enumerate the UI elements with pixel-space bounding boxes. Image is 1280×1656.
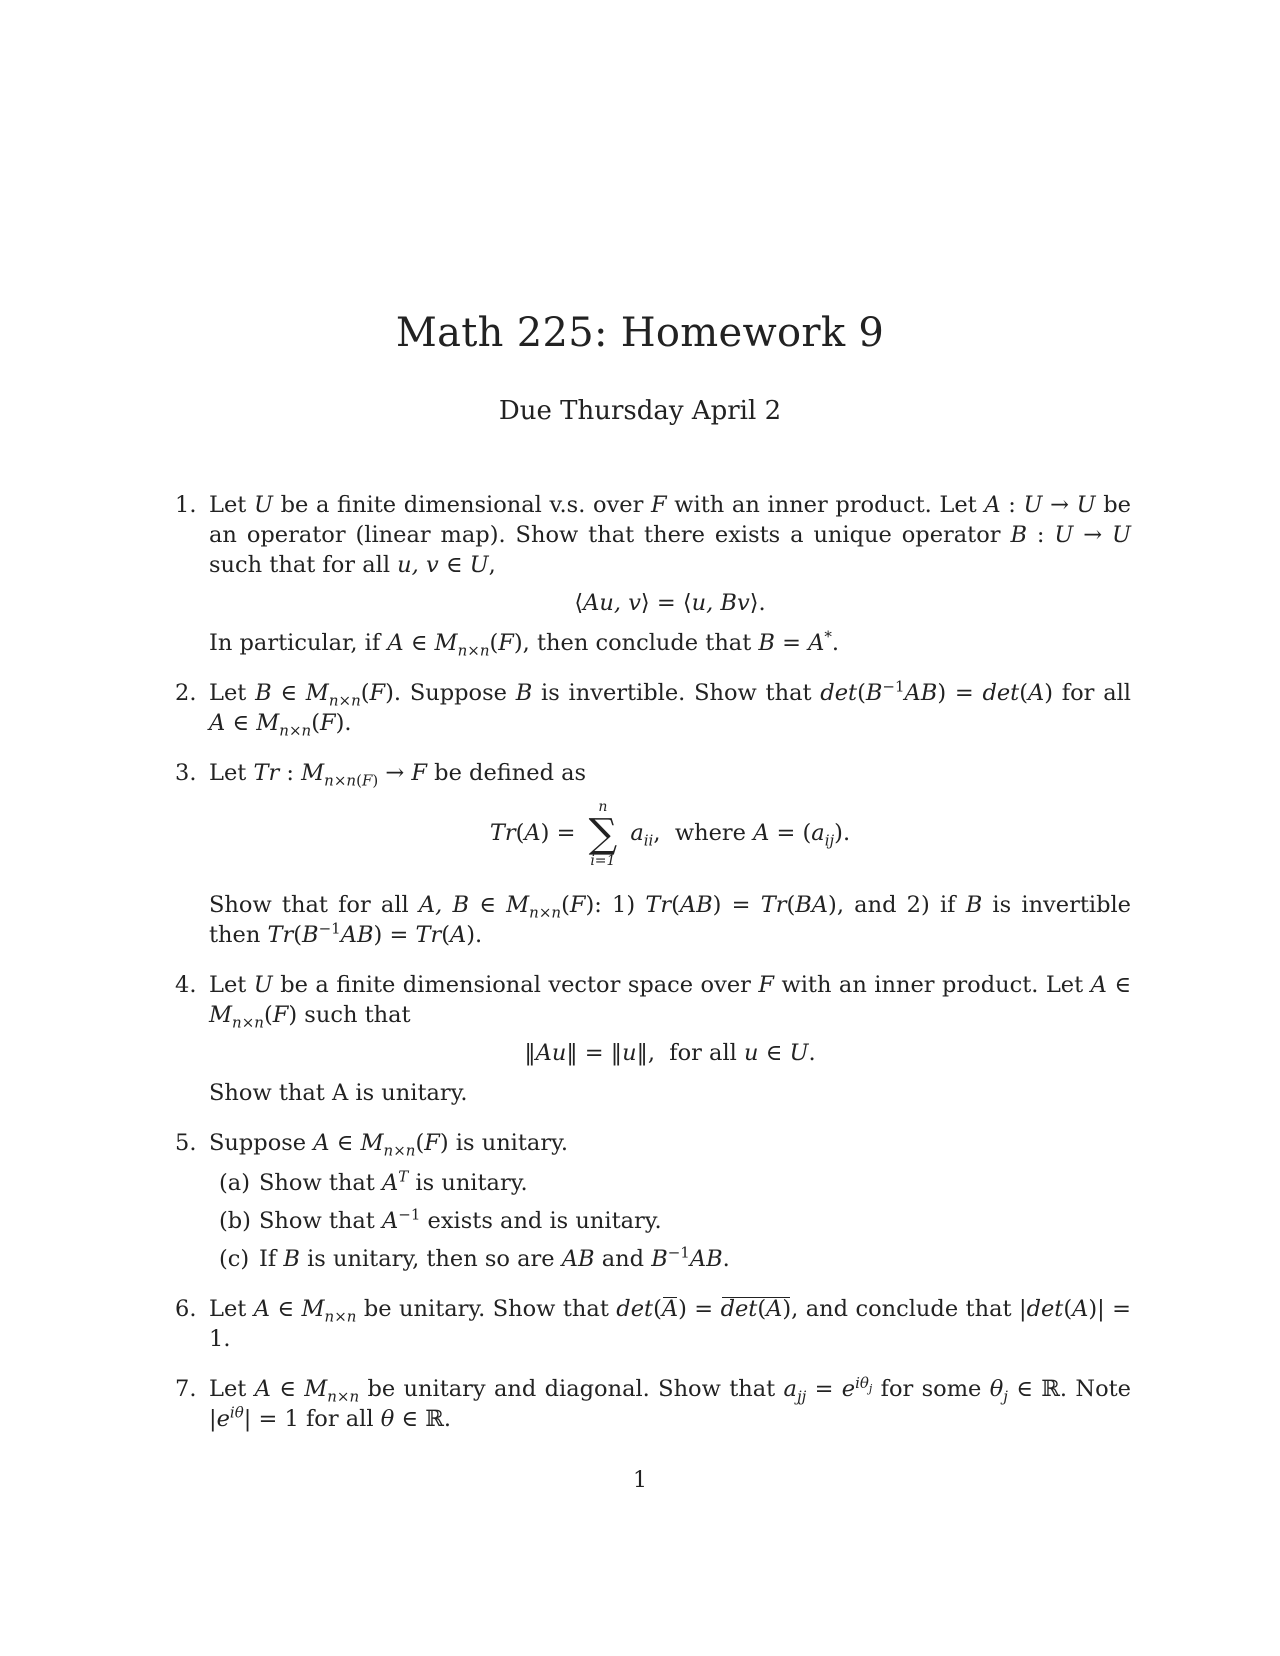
summation-symbol: n ∑ i=1 — [588, 799, 618, 869]
problem-number: 5. — [175, 1130, 197, 1156]
problem-list — [175, 490, 1131, 1454]
problem-number: 2. — [175, 680, 197, 706]
problem-5 — [175, 1128, 1131, 1274]
problem-3-equation: Tr(A) = n ∑ i=1 $a_{ii}$, where $A = (a_{ij})$. — [489, 799, 851, 869]
problem-1 — [175, 490, 1131, 658]
problem-6-text: Let A ∈ $M_{n\times n}$ be unitary. Show that det(A) = det(A), and conclude that |det(A)| = 1. — [209, 1296, 1131, 1352]
problem-2-text: Let B ∈ $M_{n\times n}(F)$. Suppose B is invertible. Show that $\det(B^{-1}AB) = \det(A)$ for all A ∈ $M_{n\times n}(F)$. — [209, 677, 1131, 740]
problem-4 — [175, 970, 1131, 1108]
problem-3 — [175, 758, 1131, 950]
problem-5-text: Suppose A ∈ $M_{n\times n}(F)$ is unitary. — [209, 1130, 568, 1160]
problem-5-part-b: (b) Show that $A^{-1}$ exists and is unitary. — [219, 1205, 662, 1234]
problem-1-conclusion: In particular, if A ∈ $M_{n\times n}(F)$, then conclude that B = A*. — [209, 627, 840, 660]
problem-6 — [175, 1294, 1131, 1354]
problem-5-part-c: (c) If B is unitary, then so are AB and $B^{-1}AB$. — [219, 1243, 730, 1272]
document-title: Math 225: Homework 9 — [395, 310, 885, 356]
problem-1-equation: ⟨Au, v⟩ = ⟨u, Bv⟩. — [574, 590, 766, 616]
problem-7 — [175, 1374, 1131, 1434]
problem-number: 7. — [175, 1376, 197, 1402]
problem-1-text: Let U be a finite dimensional v.s. over F with an inner product. Let A : U → U be an operator (linear map). Show that there exists a unique operator B : U → U such that for all u, v ∈ U, — [209, 492, 1131, 578]
due-date: Due Thursday April 2 — [498, 396, 782, 426]
problem-4-equation: ‖Au‖ = ‖u‖, for all u ∈ U. — [524, 1040, 816, 1066]
problem-4-conclusion: Show that A is unitary. — [209, 1080, 468, 1106]
problem-5-part-a: (a) Show that $A^T$ is unitary. — [219, 1167, 528, 1196]
problem-7-text: Let A ∈ $M_{n\times n}$ be unitary and diagonal. Show that $a_{jj} = e^{i\theta_j}$ for some $\theta_j$ ∈ ℝ. Note $|e^{i\theta}| = 1$ for all θ ∈ ℝ. — [209, 1373, 1131, 1432]
problem-2 — [175, 678, 1131, 738]
problem-number: 1. — [175, 492, 197, 518]
problem-number: 6. — [175, 1296, 197, 1322]
problem-4-text: Let U be a finite dimensional vector space over F with an inner product. Let A ∈ $M_{n\times n}(F)$ such that — [209, 972, 1131, 1032]
page-number: 1 — [633, 1468, 647, 1493]
problem-3-conclusion: Show that for all A, B ∈ $M_{n\times n}(F)$: 1) Tr(AB) = Tr(BA), and 2) if B is invertible then $Tr(B^{-1}AB) = Tr(A)$. — [209, 892, 1131, 948]
problem-3-text: Let Tr : $M_{n\times n(F)} \to F$ be defined as — [209, 760, 587, 790]
problem-5-parts — [219, 1168, 1131, 1274]
problem-number: 4. — [175, 972, 197, 998]
problem-number: 3. — [175, 760, 197, 786]
